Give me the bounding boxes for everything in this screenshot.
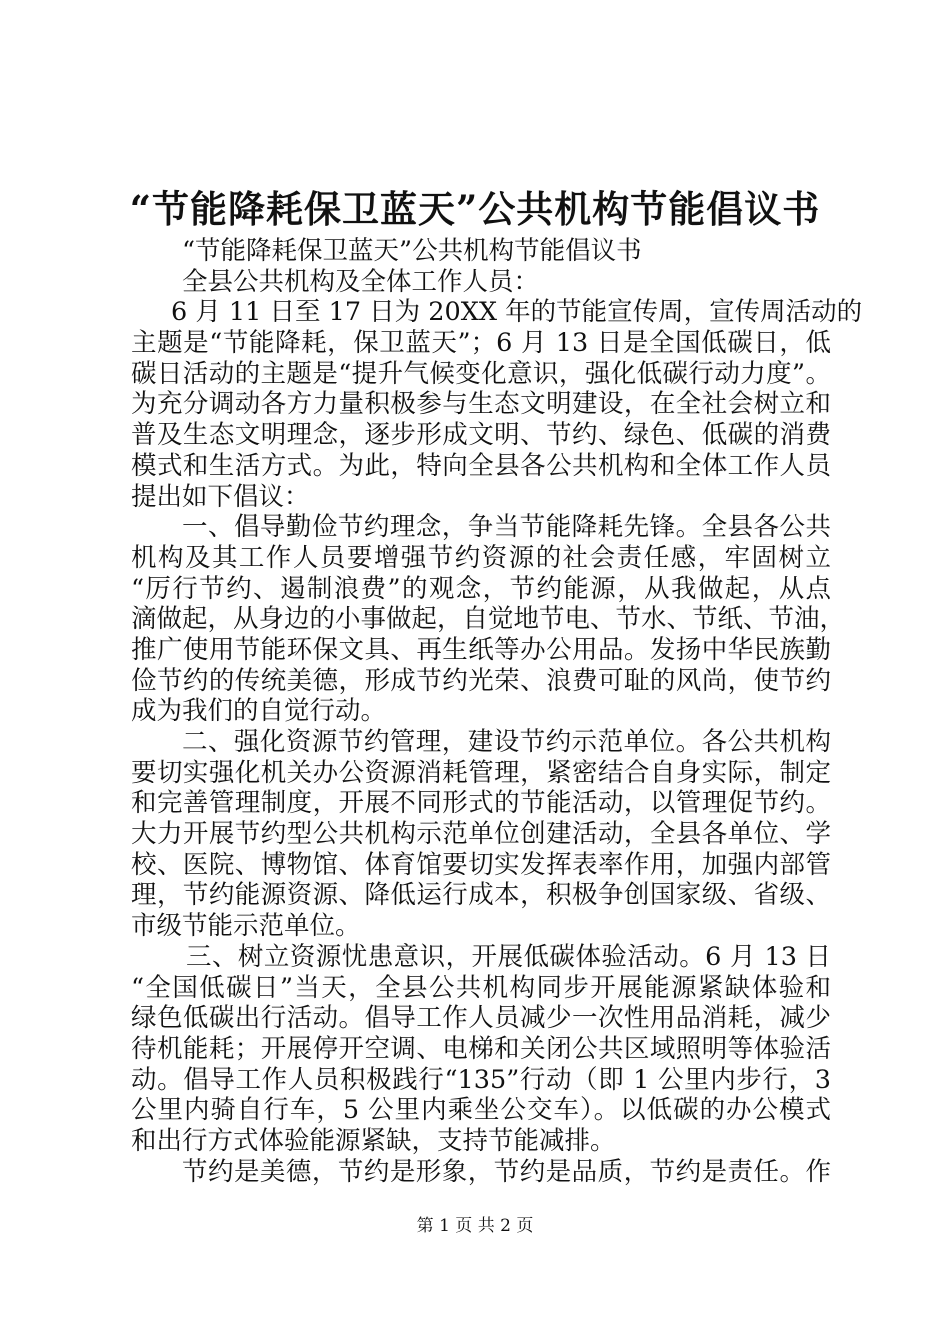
- body-line: 节约是美德，节约是形象，节约是品质，节约是责任。作: [182, 1156, 831, 1187]
- body-line: 要切实强化机关办公资源消耗管理，紧密结合自身实际，制定: [131, 757, 831, 788]
- body-line: 主题是“节能降耗，保卫蓝天”；6 月 13 日是全国低碳日，低: [131, 328, 831, 359]
- body-line: 6 月 11 日至 17 日为 20XX 年的节能宣传周，宣传周活动的: [171, 297, 863, 328]
- body-line: 动。倡导工作人员积极践行“135”行动（即 1 公里内步行，3: [131, 1064, 831, 1095]
- body-line: “节能降耗保卫蓝天”公共机构节能倡议书: [182, 236, 642, 266]
- body-line: 推广使用节能环保文具、再生纸等办公用品。发扬中华民族勤: [131, 634, 831, 665]
- body-line: 二、强化资源节约管理，建设节约示范单位。各公共机构: [182, 727, 831, 757]
- body-line: 碳日活动的主题是“提升气候变化意识，强化低碳行动力度”。: [131, 358, 831, 389]
- body-line: 校、医院、博物馆、体育馆要切实发挥表率作用，加强内部管: [131, 849, 831, 880]
- body-line: 滴做起，从身边的小事做起，自觉地节电、节水、节纸、节油，: [131, 604, 846, 635]
- body-line: 理，节约能源资源、降低运行成本，积极争创国家级、省级、: [131, 880, 831, 911]
- body-line: 待机能耗；开展停开空调、电梯和关闭公共区域照明等体验活: [131, 1033, 831, 1064]
- body-line: 三、树立资源忧患意识，开展低碳体验活动。6 月 13 日: [186, 941, 831, 972]
- body-line: 公里内骑自行车，5 公里内乘坐公交车）。以低碳的办公模式: [131, 1095, 831, 1126]
- body-line: 和出行方式体验能源紧缺，支持节能减排。: [131, 1125, 616, 1156]
- document-body: [131, 236, 863, 1187]
- body-line: 为充分调动各方力量积极参与生态文明建设，在全社会树立和: [131, 389, 831, 420]
- body-line: 普及生态文明理念，逐步形成文明、节约、绿色、低碳的消费: [131, 420, 831, 451]
- page-footer: 第 1 页 共 2 页: [416, 1216, 534, 1236]
- document-title: “节能降耗保卫蓝天”公共机构节能倡议书: [129, 187, 821, 231]
- body-line: 市级节能示范单位。: [131, 911, 361, 942]
- body-line: 俭节约的传统美德，形成节约光荣、浪费可耻的风尚，使节约: [131, 665, 831, 696]
- body-line: “厉行节约、遏制浪费”的观念，节约能源，从我做起，从点: [131, 573, 831, 604]
- body-line: 模式和生活方式。为此，特向全县各公共机构和全体工作人员: [131, 450, 831, 481]
- body-line: 全县公共机构及全体工作人员：: [182, 266, 540, 297]
- body-line: 大力开展节约型公共机构示范单位创建活动，全县各单位、学: [131, 819, 831, 850]
- body-line: 机构及其工作人员要增强节约资源的社会责任感，牢固树立: [131, 542, 831, 573]
- body-line: “全国低碳日”当天，全县公共机构同步开展能源紧缺体验和: [131, 972, 831, 1003]
- body-line: 和完善管理制度，开展不同形式的节能活动，以管理促节约。: [131, 788, 831, 819]
- body-line: 一、倡导勤俭节约理念，争当节能降耗先锋。全县各公共: [182, 512, 831, 543]
- body-line: 成为我们的自觉行动。: [131, 696, 387, 727]
- body-line: 绿色低碳出行活动。倡导工作人员减少一次性用品消耗，减少: [131, 1003, 831, 1034]
- body-line: 提出如下倡议：: [131, 481, 310, 512]
